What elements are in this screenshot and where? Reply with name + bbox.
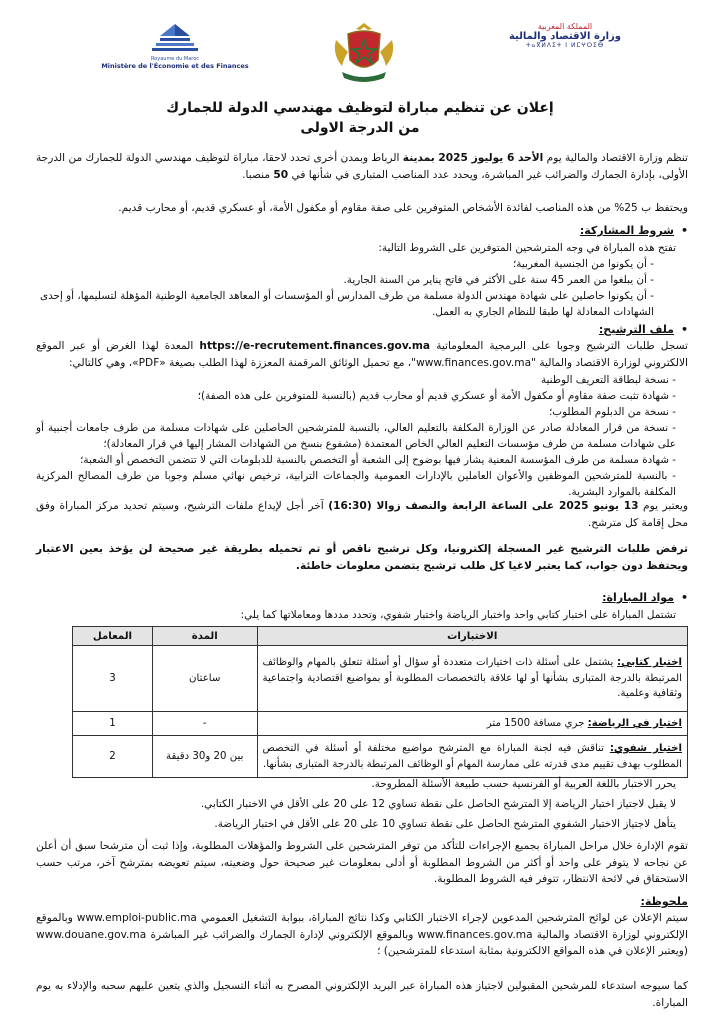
intro-text-b: الرباط وبمدن أخرى تحدد لاحقا، مباراة لتوظيف مهندسي الدولة للجمارك من الدرجة الأولى، بإدارة الجمارك والضرائب غير المباشرة، ويحدد عدد المناصب المتبارى في شأنها في (36, 152, 688, 181)
logo-kingdom-ar: المملكة المغربية (537, 22, 593, 31)
intro-date: الأحد 6 يوليوز 2025 بمدينة (402, 152, 544, 164)
conditions-item: - أن يكونوا حاصلين على شهادة مهندس الدولة مسلمة من طرف المدارس أو المؤسسات أو المعاهد الجامعية الوطنية المؤهلة لتسليمها، أو إحدى الشهادات المعادلة لها طبقا للنظام الجاري به العمل. (39, 290, 654, 318)
bullet-icon: • (680, 224, 688, 237)
ministry-logo-ar (505, 22, 625, 49)
conditions-intro: تفتح هذه المباراة في وجه المترشحين المتوفرين على الشروط التالية: (378, 242, 676, 254)
document-item: - نسخة لبطاقة التعريف الوطنية (540, 374, 676, 386)
document-item: - نسخة من الدبلوم المطلوب؛ (548, 406, 676, 418)
conditions-heading-label: شروط المشاركة: (579, 224, 674, 237)
document-item: - نسخة من قرار المعادلة صادر عن الوزارة المكلفة بالتعليم العالي، بالنسبة للمترشحين الحاصلين على شهادات مسلمة من طرف جامعات أجنبية أو على شهادات مسلمة من طرف مؤسسات التعليم العالي الخاص المعتمدة (مشفوع بنسخ من الشهادات المشار إليها في قرار المعادلة)؛ (36, 422, 676, 450)
reserved-quota-paragraph: ويحتفظ ب 25% من هذه المناصب لفائدة الأشخاص المتوفرين على صفة مقاوم أو مكفول الأمة، أو عسكري قديم، أو محارب قديم. (118, 202, 688, 214)
table-row (73, 712, 688, 736)
file-documents-list (36, 372, 676, 500)
page-header (0, 0, 724, 92)
exam-note: لا يقبل لاجتياز اختبار الرياضة إلا المترشح الحاصل على نقطة تساوي 12 على 20 على الأقل في الاختبار الكتابي. (200, 798, 676, 810)
conditions-list (36, 240, 676, 320)
deadline-date: 13 يونيو 2025 على الساعة الرابعة والنصف زوالا (16:30) (328, 500, 639, 512)
subjects-heading-label: مواد المباراة: (602, 591, 674, 604)
file-heading-label: ملف الترشيح: (598, 323, 674, 336)
table-header-row (73, 627, 688, 646)
note-heading (640, 895, 688, 908)
logo-ministry-tifinagh: ⵜⴰⴳⵍⴷⵉⵜ ⵏ ⵍⵎⵖⵔⵉⴱ (525, 42, 605, 49)
logo-ministry-label: Ministère de l'Économie et des Finances (101, 62, 249, 70)
coefficient-cell: 1 (73, 712, 153, 736)
logo-ministry-ar: وزارة الاقتصاد والمالية (508, 31, 622, 42)
intro-paragraph (36, 150, 688, 183)
recruitment-portal-link[interactable]: https://e-recrutement.finances.gov.ma (199, 340, 431, 352)
exams-table (72, 626, 688, 778)
duration-cell: بين 20 و30 دقيقة (152, 736, 257, 778)
deadline-paragraph: ويعتبر يوم 13 يونيو 2025 على الساعة الرابعة والنصف زوالا (16:30) آخر أجل لإيداع ملفات الترشيح، وسيتم تحديد مركز المباراة وفق محل إقامة كل مترشح. (36, 500, 688, 529)
announcement-title: إعلان عن تنظيم مباراة لتوظيف مهندسي الدولة للجمارك (166, 100, 554, 116)
subjects-heading (602, 591, 688, 604)
table-row (73, 646, 688, 712)
table-row (73, 736, 688, 778)
subjects-intro: تشتمل المباراة على اختبار كتابي واحد واختبار الرياضة واختبار شفوي، وتحدد مددها ومعاملاتها كما يلي: (240, 609, 676, 621)
ministry-logo-fr (95, 22, 255, 70)
duration-cell: ساعتان (152, 646, 257, 712)
file-intro: تسجل طلبات الترشيح وجوبا على البرمجية المعلوماتية https://e-recrutement.finances.gov.ma المعدة لهذا الغرض أو عبر الموقع الالكتروني لوزارة الاقتصاد والمالية "www.finances.gov.ma"، مع تحميل الوثائق المرقمنة المعززة لهذا الطلب بصيغة «PDF»، وهي كالتالي: (36, 340, 688, 369)
exam-note: يحرر الاختبار باللغة العربية أو الفرنسية حسب طبيعة الأسئلة المطروحة. (371, 778, 676, 790)
intro-text-c: منصبا. (242, 168, 274, 181)
bullet-icon: • (680, 323, 688, 336)
coefficient-cell: 2 (73, 736, 153, 778)
file-heading (599, 323, 688, 336)
col-header-duration: المدة (152, 627, 257, 646)
duration-cell: - (152, 712, 257, 736)
col-header-exams: الاختبارات (257, 627, 688, 646)
note-heading-label: ملحوظة: (640, 895, 688, 908)
exam-note: يتأهل لاجتياز الاختبار الشفوي المترشح الحاصل على نقطة تساوي 10 على 20 على الأقل في اختبار الرياضة. (214, 818, 676, 830)
document-item: - بالنسبة للمترشحين الموظفين والأعوان العاملين بالإدارات العمومية والجماعات الترابية، ترخيص نهائي مسلم وجوبا من طرف المصالح المركزية المكلفة بالموارد البشرية. (36, 470, 676, 498)
document-item: - شهادة مسلمة من طرف المؤسسة المعنية يشار فيها بوضوح إلى الشعبة أو التخصص بالنسبة للدبلومات التي لا تتضمن التخصص أو الشعبة؛ (80, 454, 676, 466)
intro-text-a: تنظم وزارة الاقتصاد والمالية يوم (543, 152, 688, 164)
exam-cell: اختبار كتابي: يشتمل على أسئلة ذات اختيارات متعددة أو سؤال أو أسئلة تتعلق بالمهام والوظائف المرتبطة بالدرجة المتبارى بشأنها أو لها علاقة بالتخصصات المطلوبة أو بمواضيع اقتصادية واجتماعية وثقافية وعلمية. (257, 646, 688, 712)
announcement-subtitle: من الدرجة الاولى (300, 120, 420, 136)
logo-country-label: Royaume du Maroc (150, 56, 200, 62)
col-header-coefficient: المعامل (73, 627, 153, 646)
conditions-item: - أن يبلغوا من العمر 45 سنة على الأكثر في فاتح يناير من السنة الجارية. (343, 274, 654, 286)
exam-notes (36, 774, 676, 834)
ministry-emblem-icon (130, 22, 220, 56)
intro-posts-count: 50 (273, 168, 289, 181)
exam-cell: اختبار في الرياضة: جري مسافة 1500 متر (257, 712, 688, 736)
royal-coat-of-arms-icon (328, 20, 400, 88)
admin-verification-paragraph: تقوم الإدارة خلال مراحل المباراة بجميع الإجراءات للتأكد من توفر المترشحين على الشروط والمؤهلات المطلوبة، وإذا ثبت أن مترشحا سبق أن أعلن عن نجاحه لا يتوفر على واحد أو أكثر من الشروط المطلوبة أو أدلى بمعلومات غير صحيحة حول وضعيته، سيتم تعويضه بمترشح آخر، مرتب حسب الاستحقاق في لائحة الانتظار، تتوفر فيه الشروط المطلوبة. (36, 840, 688, 885)
conditions-item: - أن يكونوا من الجنسية المغربية؛ (513, 258, 654, 270)
coefficient-cell: 3 (73, 646, 153, 712)
conditions-heading (580, 224, 688, 237)
note-convocation-paragraph: كما سيوجه استدعاء للمرشحين المقبولين لاجتياز هذه المباراة عبر البريد الإلكتروني المصرح به أثناء التسجيل والذي يتعين عليهم سحبه والإدلاء به يوم المباراة. (36, 980, 688, 1009)
bullet-icon: • (680, 591, 688, 604)
document-item: - شهادة تثبت صفة مقاوم أو مكفول الأمة أو عسكري قديم أو محارب قديم (بالنسبة للمتوفرين على هذه الصفة)؛ (197, 390, 676, 402)
note-publication-paragraph: سيتم الإعلان عن لوائح المترشحين المدعوين لإجراء الاختبار الكتابي وكذا نتائج المباراة، ببوابة التشغيل العمومي www.emploi-public.ma وبالموقع الإلكتروني لوزارة الاقتصاد والمالية www.finances.gov.ma وبالموقع الإلكتروني لإدارة الجمارك والضرائب غير المباشرة www.douane.gov.ma (ويعتبر الإعلان في هذه المواقع الالكترونية بمثابة استدعاء للمترشحين) ؛ (36, 912, 688, 957)
rejection-warning: ترفض طلبات الترشيح غير المسجلة إلكترونيا، وكل ترشيح ناقص أو تم تحميله بطريقة غير صحيحة لن يؤخذ بعين الاعتبار ويحتفظ دون جواب، كما يعتبر لاغيا كل طلب ترشيح يتضمن معلومات خاطئة. (36, 543, 688, 572)
exam-cell: اختبار شفوي: تناقش فيه لجنة المباراة مع المترشح مواضيع مختلفة أو أسئلة في التخصص المطلوب بهدف تقييم مدى قدرته على ممارسة المهام أو الوظائف المرتبطة بالدرجة المتبارى بشأنها. (257, 736, 688, 778)
